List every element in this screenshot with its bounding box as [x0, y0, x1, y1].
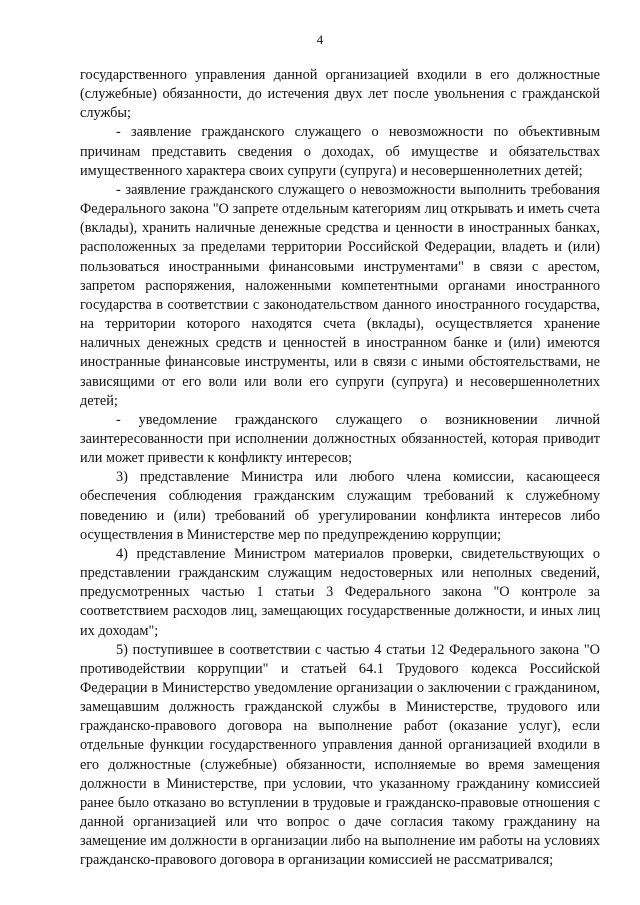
page-number: 4	[316, 32, 324, 47]
paragraph-continuation: государственного управления данной организацией входили в его должностные (служебные) обязанности, до истечения двух лет после увольнения с гражданской службы;	[80, 67, 600, 122]
paragraph-statement-income-info: - заявление гражданского служащего о невозможности по объективным причинам представить сведения о доходах, об имуществе и обязательствах имущественного характера своих супруги (супруга) и несовершеннолетних детей;	[80, 124, 600, 179]
paragraph-item-3: 3) представление Министра или любого члена комиссии, касающееся обеспечения соблюдения гражданским служащим требований к служебному поведению и (или) требований об урегулировании конфликта интересов либо осуществления в Министерстве мер по предупреждению коррупции;	[80, 469, 600, 543]
paragraph-item-4: 4) представление Министром материалов проверки, свидетельствующих о представлении гражданским служащим недостоверных или неполных сведений, предусмотренных частью 1 статьи 3 Федерального закона "О контроле за соответствием расходов лиц, замещающих государственные должности, и иных лиц их доходам";	[80, 545, 600, 639]
paragraph-item-5: 5) поступившее в соответствии с частью 4 статьи 12 Федерального закона "О противодействии коррупции" и статьей 64.1 Трудового кодекса Российской Федерации в Министерство уведомление организации о заключении с гражданином, замещавшим должность гражданской службы в Министерстве, трудового или гражданско-правового договора на выполнение работ (оказание услуг), если отдельные функции государственного управления данной организацией входили в его должностные (служебные) обязанности, исполняемые во время замещения должности в Министерстве, при условии, что указанному гражданину комиссией ранее было отказано во вступлении в трудовые и гражданско-правовые отношения с данной организацией или что вопрос о даче согласия такому гражданину на замещение им должности в организации либо на выполнение им работы на условиях гражданско-правового договора в организации комиссией не рассматривался;	[80, 641, 600, 869]
paragraph-notice-personal-interest: - уведомление гражданского служащего о возникновении личной заинтересованности при исполнении должностных обязанностей, которая приводит или может привести к конфликту интересов;	[80, 411, 600, 467]
document-body	[80, 66, 600, 871]
paragraph-statement-foreign-accounts: - заявление гражданского служащего о невозможности выполнить требования Федерального закона "О запрете отдельным категориям лиц открывать и иметь счета (вклады), хранить наличные денежные средства и ценности в иностранных банках, расположенных за пределами территории Российской Федерации, владеть и (или) пользоваться иностранными финансовыми инструментами" в связи с арестом, запретом распоряжения, наложенными компетентными органами иностранного государства в соответствии с законодательством данного иностранного государства, на территории которого находятся счета (вклады), осуществляется хранение наличных денежных средств и ценностей в иностранном банке и (или) имеются иностранные финансовые инструменты, или в связи с иными обстоятельствами, не зависящими от его воли или воли его супруги (супруга) и несовершеннолетних детей;	[80, 181, 600, 409]
